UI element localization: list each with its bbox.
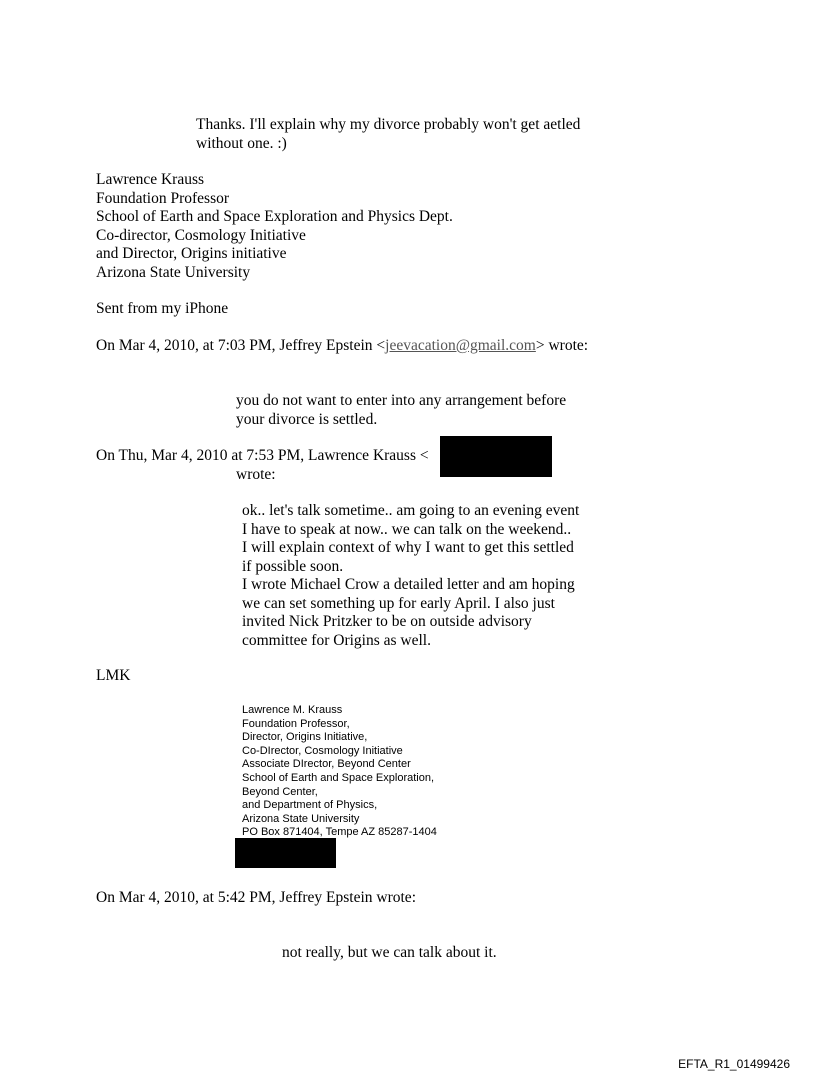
signature-line: Co-DIrector, Cosmology Initiative [242,744,403,757]
message-line: I will explain context of why I want to get this settled [242,539,574,556]
krauss-message [242,502,579,650]
reply-top-line-1: Thanks. I'll explain why my divorce probably won't get aetled [196,116,581,133]
signature-line: Arizona State University [96,263,251,281]
reply-top [196,116,580,153]
quote-header-2-line-1: On Thu, Mar 4, 2010 at 7:53 PM, Lawrence Krauss < [96,447,429,464]
signature-line: Arizona State University [242,812,360,825]
document-id: EFTA_R1_01499426 [678,1057,790,1071]
signature-line: School of Earth and Space Exploration and Physics Dept. [96,208,453,225]
signature-line: Co-director, Cosmology Initiative [96,226,306,244]
signature-line: Director, Origins Initiative, [242,731,368,744]
message-line: I have to speak at now.. we can talk on the weekend.. [242,520,572,538]
epstein-message-2: not really, but we can talk about it. [282,944,497,961]
message-line: we can set something up for early April. I also just [242,594,555,612]
quote-header-3: On Mar 4, 2010, at 5:42 PM, Jeffrey Epstein wrote: [96,889,416,906]
signature-krauss [96,171,453,282]
signature-line: and Director, Origins initiative [96,245,287,262]
signature-line: Lawrence Krauss [96,171,205,188]
signature-line: Foundation Professor [96,189,230,207]
epstein-message-1 [236,392,566,429]
lmk-text: LMK [96,667,131,684]
redaction-box [440,436,552,477]
message-line: you do not want to enter into any arrangement before [236,392,567,409]
signature-line: Associate DIrector, Beyond Center [242,758,411,771]
signature-line: School of Earth and Space Exploration, [242,771,435,784]
signature-line: Beyond Center, [242,785,318,798]
quote-header-1 [96,337,588,356]
message-line: if possible soon. [242,557,344,575]
quote-header-2-line-2: wrote: [236,466,276,483]
message-line: invited Nick Pritzker to be on outside advisory [242,613,532,630]
quote-header-1-suffix: > wrote: [535,337,589,354]
email-link[interactable]: jeevacation@gmail.com [385,337,536,354]
message-line: your divorce is settled. [236,410,378,428]
signature-full [242,704,437,840]
message-line: committee for Origins as well. [242,631,431,649]
message-line: ok.. let's talk sometime.. am going to an evening event [242,502,580,519]
signature-line: and Department of Physics, [242,799,378,812]
quote-header-1-prefix: On Mar 4, 2010, at 7:03 PM, Jeffrey Epstein < [96,337,386,354]
message-line: I wrote Michael Crow a detailed letter and am hoping [242,576,575,593]
signature-line: PO Box 871404, Tempe AZ 85287-1404 [242,826,437,839]
signature-line: Lawrence M. Krauss [242,704,343,716]
redaction-box [235,838,336,868]
signature-line: Foundation Professor, [242,717,350,730]
reply-top-line-2: without one. :) [196,134,287,152]
sent-from-iphone: Sent from my iPhone [96,300,229,317]
